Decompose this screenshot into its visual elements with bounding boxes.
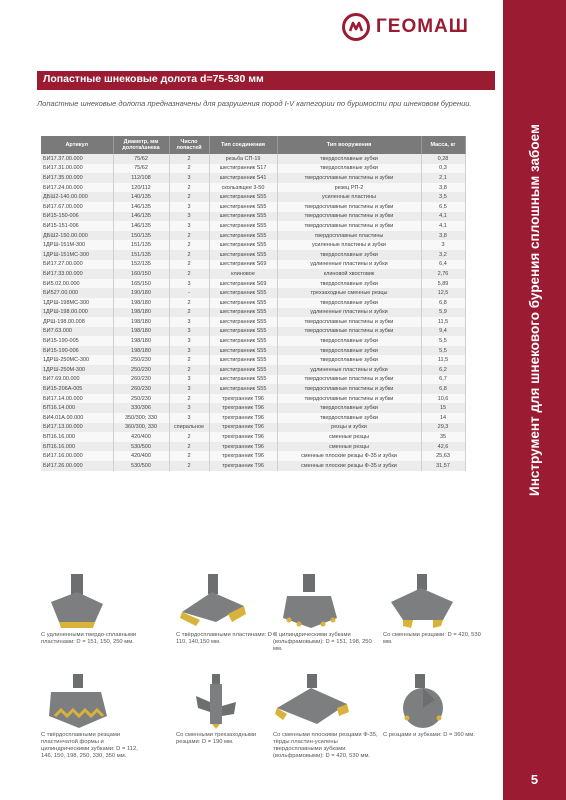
cell-mass: 29,3 xyxy=(421,423,465,433)
cell-connection: шестигранник S55 xyxy=(209,384,277,394)
product-card xyxy=(176,672,281,746)
cell-diameter: 250/230 xyxy=(113,355,169,365)
table-row xyxy=(41,260,465,270)
cell-armament: твердосплавные пластины и зубки xyxy=(277,375,421,385)
cell-connection: трехгранник T96 xyxy=(209,413,277,423)
cell-mass: 42,6 xyxy=(421,442,465,452)
blade-bit-replaceable-cutters-image xyxy=(383,572,463,630)
cell-diameter: 260/230 xyxy=(113,375,169,385)
col-header-diameter: Диаметр, мм долота/шнека xyxy=(113,136,169,154)
cell-article: БИ4.01А.00.000 xyxy=(41,413,113,423)
cell-article: БИ15-151-006 xyxy=(41,221,113,231)
cell-diameter: 75/62 xyxy=(113,154,169,164)
cell-article: 1ДРШ-250М-300 xyxy=(41,365,113,375)
product-gallery xyxy=(41,572,496,782)
cell-armament: твердосплавные пластины и зубки xyxy=(277,173,421,183)
blade-bit-plate-cutters-image xyxy=(41,672,121,730)
table-row xyxy=(41,461,465,471)
cell-mass: 6,8 xyxy=(421,298,465,308)
cell-mass: 25,63 xyxy=(421,451,465,461)
cell-mass: 3,8 xyxy=(421,231,465,241)
table-row xyxy=(41,164,465,174)
cell-mass: 3,5 xyxy=(421,192,465,202)
cell-blades: 3 xyxy=(169,375,209,385)
brand-name: ГЕОМАШ xyxy=(376,16,469,37)
cell-connection: шестигранник S55 xyxy=(209,240,277,250)
table-row xyxy=(41,221,465,231)
cell-armament: твердосплавные пластины и зубки xyxy=(277,384,421,394)
cell-armament: сменные плоские резцы Ф-35 и зубки xyxy=(277,451,421,461)
cell-article: БИ17.35.00.000 xyxy=(41,173,113,183)
cell-connection: шестигранник S55 xyxy=(209,375,277,385)
cell-armament: резцы и зубки xyxy=(277,423,421,433)
cell-diameter: 198/180 xyxy=(113,298,169,308)
cell-blades: 3 xyxy=(169,173,209,183)
cell-armament: удлиненные пластины и зубки xyxy=(277,365,421,375)
cell-connection: шестигранник S69 xyxy=(209,260,277,270)
cell-armament: трехзаходные сменные резцы xyxy=(277,288,421,298)
cell-armament: усиленные пластины и зубки xyxy=(277,240,421,250)
product-caption: С удлиненными твердо-сплавными пластинами: D = 151, 150, 250 мм. xyxy=(41,632,137,645)
blade-bit-flat-cutters-image xyxy=(273,672,353,730)
cell-connection: трехгранник T96 xyxy=(209,403,277,413)
cell-diameter: 198/180 xyxy=(113,327,169,337)
cell-article: БИ15-206А-005 xyxy=(41,384,113,394)
cell-mass: 9,4 xyxy=(421,327,465,337)
cell-mass: 2,76 xyxy=(421,269,465,279)
cell-mass: 11,5 xyxy=(421,355,465,365)
cell-armament: клиновой хвостовик xyxy=(277,269,421,279)
cell-blades: 2 xyxy=(169,308,209,318)
table-row xyxy=(41,288,465,298)
cell-connection: шестигранник S55 xyxy=(209,202,277,212)
cell-mass: 12,5 xyxy=(421,288,465,298)
cell-blades: 2 xyxy=(169,192,209,202)
table-row xyxy=(41,154,465,164)
cell-article: БИ5.02.00.000 xyxy=(41,279,113,289)
cell-mass: 35 xyxy=(421,432,465,442)
cell-connection: шестигранник S55 xyxy=(209,250,277,260)
product-caption: С твёрдосплавными резцами пластинчатой формы и цилиндрическими зубками: D = 112, 146, 150, 198, 250, 330, 350 мм. xyxy=(41,732,138,759)
cell-armament: усиленные пластины xyxy=(277,192,421,202)
cell-blades: 2 xyxy=(169,154,209,164)
cell-article: БИ15-190-006 xyxy=(41,346,113,356)
cell-blades: 2 xyxy=(169,442,209,452)
cell-article: БИ7.69.00.000 xyxy=(41,375,113,385)
cell-blades: 3 xyxy=(169,279,209,289)
cell-armament: твердосплавные зубки xyxy=(277,346,421,356)
col-header-mass: Масса, кг xyxy=(421,136,465,154)
cell-connection: шестигранник S41 xyxy=(209,173,277,183)
cell-diameter: 350/300; 330 xyxy=(113,413,169,423)
cell-connection: шестигранник S55 xyxy=(209,192,277,202)
cell-article: БИ17.31.00.000 xyxy=(41,164,113,174)
side-title: Инструмент для шнекового бурения сплошным забоем xyxy=(527,124,542,496)
cell-connection: трехгранник T96 xyxy=(209,432,277,442)
cell-diameter: 140/135 xyxy=(113,192,169,202)
col-header-blades: Число лопастей xyxy=(169,136,209,154)
table-row xyxy=(41,375,465,385)
table-row xyxy=(41,413,465,423)
cell-diameter: 420/400 xyxy=(113,451,169,461)
table-row xyxy=(41,202,465,212)
cell-article: БП16.16.000 xyxy=(41,442,113,452)
product-card xyxy=(383,672,488,739)
cell-armament: твердосплавные зубки xyxy=(277,336,421,346)
cell-blades: 2 xyxy=(169,451,209,461)
col-header-armament: Тип вооружения xyxy=(277,136,421,154)
blade-bit-three-way-cutters-image xyxy=(176,672,256,730)
cell-article: БИ17.16.00.000 xyxy=(41,451,113,461)
blade-bit-carbide-plates-image xyxy=(176,572,256,630)
cell-mass: 0,28 xyxy=(421,154,465,164)
cell-connection: скользящее 3-50 xyxy=(209,183,277,193)
section-title: Лопастные шнековые долота d=75-530 мм xyxy=(43,73,264,85)
cell-article: БИ17.13.00.000 xyxy=(41,423,113,433)
cell-article: БИ7.63.000 xyxy=(41,327,113,337)
cell-article: ДБШ2-150.00.000 xyxy=(41,231,113,241)
cell-connection: шестигранник S55 xyxy=(209,355,277,365)
cell-armament: твердосплавные пластины и зубки xyxy=(277,212,421,222)
cell-mass: 6,5 xyxy=(421,202,465,212)
cell-blades: 2 xyxy=(169,231,209,241)
cell-diameter: 250/230 xyxy=(113,365,169,375)
cell-article: БИ527.00.000 xyxy=(41,288,113,298)
cell-blades: 2 xyxy=(169,394,209,404)
cell-armament: удлиненные пластины и зубки xyxy=(277,260,421,270)
cell-blades: 2 xyxy=(169,432,209,442)
cell-connection: шестигранник S55 xyxy=(209,308,277,318)
brand-logo xyxy=(342,12,469,42)
table-row xyxy=(41,183,465,193)
cell-article: 1ДРШ-250МС-300 xyxy=(41,355,113,365)
cell-armament: резец РП-2 xyxy=(277,183,421,193)
cell-blades: 2 xyxy=(169,461,209,471)
cell-armament: твердосплавные пластины и зубки xyxy=(277,221,421,231)
cell-mass: 5,89 xyxy=(421,279,465,289)
product-caption: Со сменными трехзаходными резцами: D = 190 мм. xyxy=(176,732,257,745)
cell-blades: 2 xyxy=(169,240,209,250)
table-row xyxy=(41,403,465,413)
cell-connection: шестигранник S55 xyxy=(209,288,277,298)
cell-diameter: 75/62 xyxy=(113,164,169,174)
cell-blades: спиральное xyxy=(169,423,209,433)
cell-diameter: 360/300, 330 xyxy=(113,423,169,433)
product-card xyxy=(176,572,281,646)
cell-article: БИ17.27.00.000 xyxy=(41,260,113,270)
cell-armament: твердосплавные зубки xyxy=(277,154,421,164)
cell-blades: 2 xyxy=(169,164,209,174)
cell-connection: шестигранник S55 xyxy=(209,231,277,241)
cell-diameter: 146/135 xyxy=(113,202,169,212)
table-row xyxy=(41,394,465,404)
cell-armament: твердосплавные зубки xyxy=(277,164,421,174)
cell-mass: 5,5 xyxy=(421,336,465,346)
cell-connection: клиновое xyxy=(209,269,277,279)
table-row xyxy=(41,192,465,202)
cell-mass: 6,8 xyxy=(421,384,465,394)
cell-article: 1ДРШ-151М-300 xyxy=(41,240,113,250)
cell-blades: - xyxy=(169,288,209,298)
cell-diameter: 151/135 xyxy=(113,250,169,260)
cell-mass: 6,2 xyxy=(421,365,465,375)
blade-bit-long-plates-image xyxy=(41,572,121,630)
cell-diameter: 190/180 xyxy=(113,288,169,298)
cell-article: ДРШ-198.00.008 xyxy=(41,317,113,327)
cell-diameter: 165/150 xyxy=(113,279,169,289)
cell-connection: шестигранник S69 xyxy=(209,279,277,289)
cell-blades: 3 xyxy=(169,413,209,423)
cell-diameter: 146/135 xyxy=(113,212,169,222)
intro-text: Лопастные шнековые долота предназначены для разрушения пород I-V категории по буримости при шнековом бурении. xyxy=(37,99,472,108)
cell-blades: 2 xyxy=(169,365,209,375)
cell-article: БП16.14.000 xyxy=(41,403,113,413)
page-number: 5 xyxy=(530,772,539,787)
cell-connection: шестигранник S55 xyxy=(209,365,277,375)
col-header-article: Артикул xyxy=(41,136,113,154)
cell-blades: 3 xyxy=(169,317,209,327)
cell-blades: 2 xyxy=(169,298,209,308)
cell-mass: 6,7 xyxy=(421,375,465,385)
cell-connection: шестигранник S55 xyxy=(209,298,277,308)
cell-armament: твердосплавные пластины и зубки xyxy=(277,327,421,337)
cell-connection: резьба СП-19 xyxy=(209,154,277,164)
product-caption: Со сменными плоскими резцами Ф-35, тёрды пластин-усилены твердосплавными зубками (вольфрамовыми): D = 420, 530 мм. xyxy=(273,732,378,759)
cell-article: БП16.16.000 xyxy=(41,432,113,442)
cell-connection: трехгранник T96 xyxy=(209,451,277,461)
table-row xyxy=(41,317,465,327)
table-row xyxy=(41,212,465,222)
cell-connection: шестигранник S17 xyxy=(209,164,277,174)
table-row xyxy=(41,173,465,183)
cell-blades: 2 xyxy=(169,269,209,279)
table-row xyxy=(41,365,465,375)
cell-connection: трехгранник T96 xyxy=(209,442,277,452)
cell-armament: твердосплавные пластины и зубки xyxy=(277,317,421,327)
cell-armament: твердосплавные пластины и зубки xyxy=(277,202,421,212)
cell-article: БИ17.67.00.000 xyxy=(41,202,113,212)
cell-blades: 3 xyxy=(169,336,209,346)
table-row xyxy=(41,346,465,356)
cell-connection: шестигранник S55 xyxy=(209,346,277,356)
cell-article: БИ17.26.00.000 xyxy=(41,461,113,471)
table-row xyxy=(41,451,465,461)
cell-connection: трехгранник T96 xyxy=(209,461,277,471)
cell-article: БИ15-150-006 xyxy=(41,212,113,222)
cell-diameter: 530/500 xyxy=(113,442,169,452)
cell-diameter: 112/108 xyxy=(113,173,169,183)
blade-bit-cutters-and-teeth-image xyxy=(383,672,463,730)
cell-article: 1ДРШ-151МС-300 xyxy=(41,250,113,260)
cell-diameter: 120/112 xyxy=(113,183,169,193)
cell-diameter: 198/180 xyxy=(113,317,169,327)
cell-diameter: 151/135 xyxy=(113,240,169,250)
table-row xyxy=(41,269,465,279)
cell-diameter: 420/400 xyxy=(113,432,169,442)
cell-armament: твердосплавные зубки xyxy=(277,355,421,365)
cell-diameter: 146/135 xyxy=(113,221,169,231)
table-header-row xyxy=(41,136,465,154)
table-row xyxy=(41,279,465,289)
cell-blades: 3 xyxy=(169,327,209,337)
cell-blades: 3 xyxy=(169,346,209,356)
cell-blades: 3 xyxy=(169,384,209,394)
product-caption: С цилиндрическими зубками (вольфрамовыми): D = 151, 198, 250 мм. xyxy=(273,632,372,652)
cell-mass: 5,5 xyxy=(421,346,465,356)
cell-mass: 6,4 xyxy=(421,260,465,270)
cell-article: БИ17.33.00.000 xyxy=(41,269,113,279)
table-row xyxy=(41,250,465,260)
cell-mass: 15 xyxy=(421,403,465,413)
cell-mass: 3,2 xyxy=(421,250,465,260)
cell-diameter: 260/230 xyxy=(113,384,169,394)
cell-blades: 2 xyxy=(169,183,209,193)
product-card xyxy=(273,572,378,653)
cell-mass: 31,57 xyxy=(421,461,465,471)
product-caption: Со сменными резцами: D = 420, 530 мм. xyxy=(383,632,481,645)
cell-diameter: 198/180 xyxy=(113,346,169,356)
table-row xyxy=(41,423,465,433)
cell-mass: 11,5 xyxy=(421,317,465,327)
cell-connection: трехгранник T96 xyxy=(209,423,277,433)
cell-connection: шестигранник S55 xyxy=(209,317,277,327)
product-card xyxy=(383,572,488,646)
product-caption: С резцами и зубками: D = 360 мм. xyxy=(383,732,475,738)
cell-blades: 3 xyxy=(169,212,209,222)
cell-diameter: 198/180 xyxy=(113,308,169,318)
product-card xyxy=(273,672,378,760)
table-row xyxy=(41,298,465,308)
cell-diameter: 198/180 xyxy=(113,336,169,346)
cell-armament: сменные резцы xyxy=(277,432,421,442)
table-row xyxy=(41,355,465,365)
cell-mass: 3 xyxy=(421,240,465,250)
cell-blades: 2 xyxy=(169,355,209,365)
cell-blades: 3 xyxy=(169,202,209,212)
product-card xyxy=(41,572,146,646)
cell-article: БИ17.14.00.000 xyxy=(41,394,113,404)
cell-mass: 5,9 xyxy=(421,308,465,318)
cell-mass: 0,3 xyxy=(421,164,465,174)
cell-connection: шестигранник S55 xyxy=(209,221,277,231)
cell-mass: 4,1 xyxy=(421,221,465,231)
cell-connection: шестигранник S55 xyxy=(209,336,277,346)
cell-article: 1ДРШ-198МС-300 xyxy=(41,298,113,308)
cell-article: БИ17.24.00.000 xyxy=(41,183,113,193)
table-row xyxy=(41,308,465,318)
blade-bit-cylindrical-teeth-image xyxy=(273,572,353,630)
cell-article: БИ17.37.00.000 xyxy=(41,154,113,164)
col-header-connection: Тип соединения xyxy=(209,136,277,154)
cell-armament: твердосплавные пластины и зубки xyxy=(277,394,421,404)
cell-connection: трехгранник T96 xyxy=(209,394,277,404)
spec-table xyxy=(41,136,466,471)
cell-blades: 2 xyxy=(169,260,209,270)
table-row xyxy=(41,327,465,337)
cell-mass: 10,6 xyxy=(421,394,465,404)
cell-mass: 4,1 xyxy=(421,212,465,222)
cell-blades: 2 xyxy=(169,250,209,260)
cell-armament: твердосплавные зубки xyxy=(277,413,421,423)
cell-blades: 3 xyxy=(169,403,209,413)
cell-armament: твердосплавные пластины xyxy=(277,231,421,241)
table-row xyxy=(41,432,465,442)
cell-connection: шестигранник S55 xyxy=(209,327,277,337)
cell-diameter: 160/150 xyxy=(113,269,169,279)
table-row xyxy=(41,442,465,452)
cell-diameter: 530/500 xyxy=(113,461,169,471)
table-row xyxy=(41,231,465,241)
cell-armament: удлиненные пластины и зубки xyxy=(277,308,421,318)
cell-mass: 2,1 xyxy=(421,173,465,183)
cell-armament: твердосплавные зубки xyxy=(277,250,421,260)
cell-article: ДБШ2-140.00.000 xyxy=(41,192,113,202)
cell-diameter: 150/135 xyxy=(113,231,169,241)
cell-diameter: 250/230 xyxy=(113,394,169,404)
cell-blades: 3 xyxy=(169,221,209,231)
product-caption: С твёрдосплавными пластинами: D = 110, 140,150 мм. xyxy=(176,632,277,645)
cell-connection: шестигранник S55 xyxy=(209,212,277,222)
geomash-logo-icon xyxy=(342,13,370,41)
table-row xyxy=(41,240,465,250)
cell-armament: твердосплавные зубки xyxy=(277,298,421,308)
cell-armament: сменные плоские резцы Ф-35 и зубки xyxy=(277,461,421,471)
cell-armament: твердосплавные зубки xyxy=(277,403,421,413)
cell-article: 1ДРШ-198.00.000 xyxy=(41,308,113,318)
cell-mass: 3,8 xyxy=(421,183,465,193)
cell-mass: 14 xyxy=(421,413,465,423)
cell-armament: сменные резцы xyxy=(277,442,421,452)
product-card xyxy=(41,672,146,760)
cell-diameter: 152/135 xyxy=(113,260,169,270)
table-row xyxy=(41,336,465,346)
cell-article: БИ15-190-005 xyxy=(41,336,113,346)
table-row xyxy=(41,384,465,394)
cell-armament: твердосплавные зубки xyxy=(277,279,421,289)
cell-diameter: 330/306 xyxy=(113,403,169,413)
table-body xyxy=(41,154,465,471)
